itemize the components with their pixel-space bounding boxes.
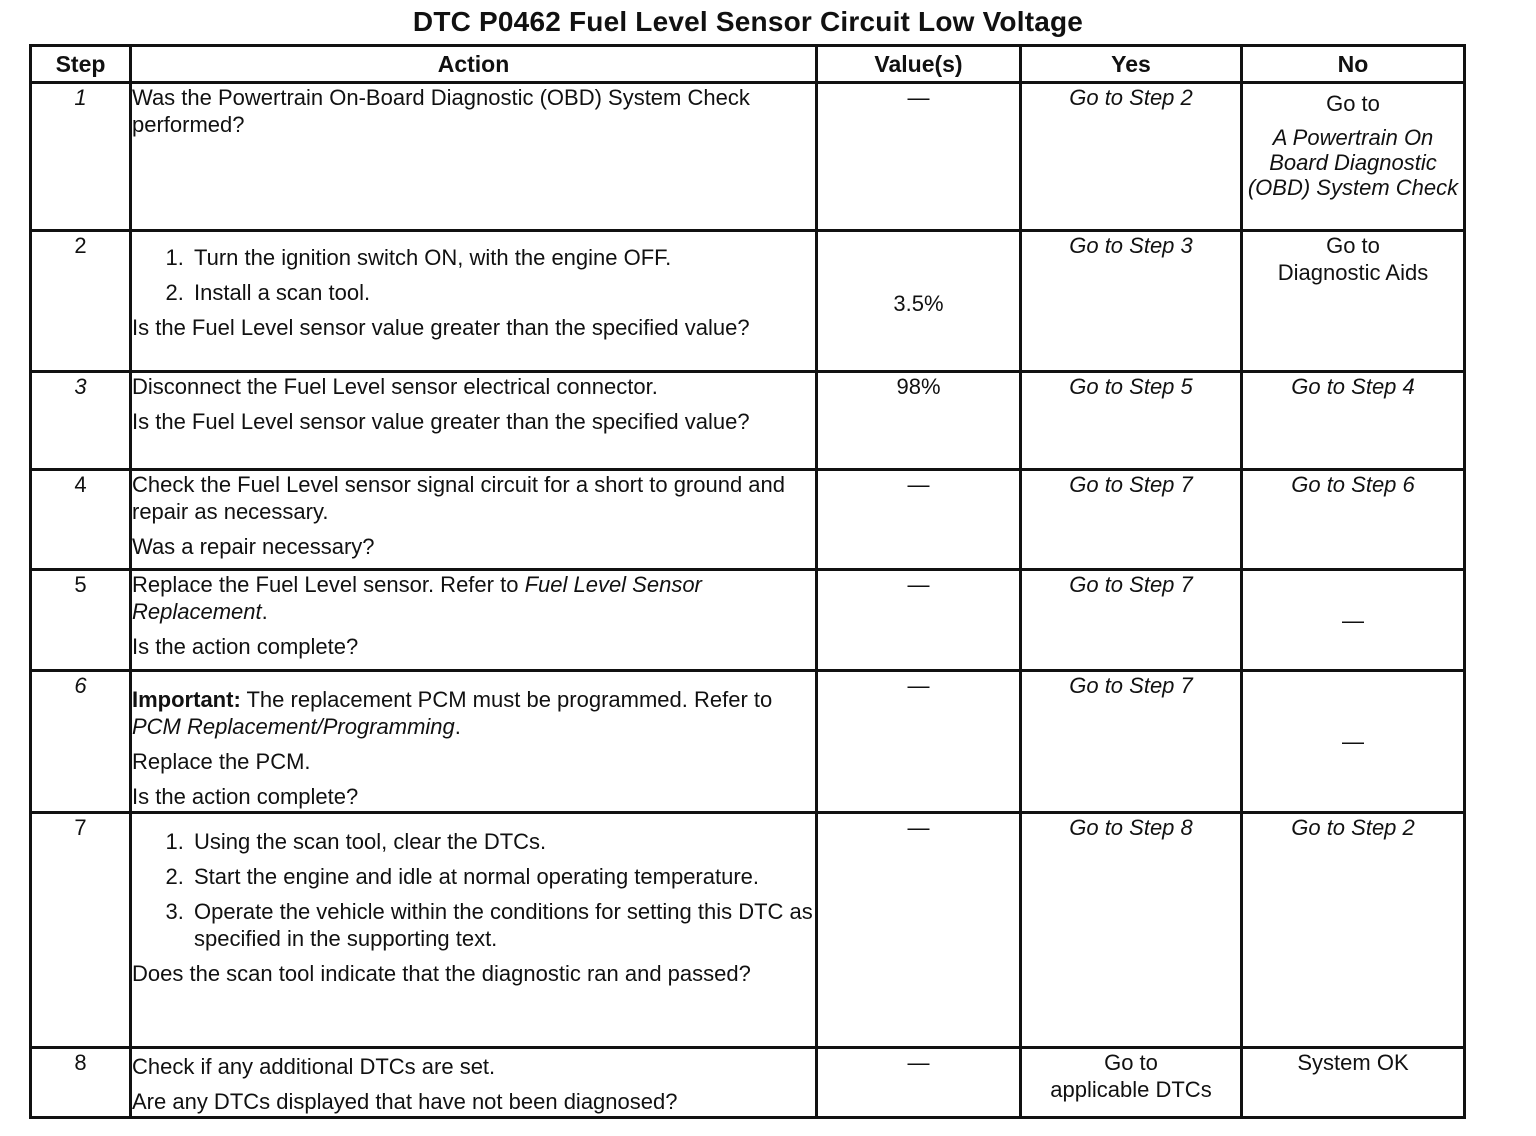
no-prefix: Go to bbox=[1326, 233, 1380, 258]
yes-cell: Go to Step 7 bbox=[1021, 470, 1242, 570]
action-cell bbox=[131, 470, 817, 570]
yes-cell bbox=[1021, 1048, 1242, 1118]
action-question: Does the scan tool indicate that the diagnostic ran and passed? bbox=[132, 961, 751, 986]
value-cell: 3.5% bbox=[817, 231, 1021, 372]
yes-cell: Go to Step 8 bbox=[1021, 813, 1242, 1048]
action-text: Disconnect the Fuel Level sensor electrical connector. bbox=[132, 374, 658, 399]
value-cell: — bbox=[817, 1048, 1021, 1118]
header-yes: Yes bbox=[1021, 46, 1242, 83]
step-number: 2 bbox=[31, 231, 131, 372]
action-text: Check if any additional DTCs are set. bbox=[132, 1054, 496, 1079]
no-cell: Go to Step 4 bbox=[1242, 372, 1465, 470]
header-row bbox=[31, 46, 1465, 83]
value-cell: — bbox=[817, 813, 1021, 1048]
table-row bbox=[31, 231, 1465, 372]
table-row bbox=[31, 83, 1465, 231]
header-no: No bbox=[1242, 46, 1465, 83]
important-note bbox=[132, 686, 815, 740]
list-item: 2. Start the engine and idle at normal operating temperature. bbox=[190, 863, 815, 890]
action-cell bbox=[131, 231, 817, 372]
no-reference: A Powertrain On Board Diagnostic (OBD) System Check bbox=[1247, 125, 1459, 200]
diagnostic-table bbox=[29, 44, 1466, 1119]
header-values: Value(s) bbox=[817, 46, 1021, 83]
list-item: 3. Operate the vehicle within the conditions for setting this DTC as specified in the supporting text. bbox=[190, 898, 815, 952]
yes-cell: Go to Step 3 bbox=[1021, 231, 1242, 372]
important-label: Important: bbox=[132, 687, 241, 712]
value-cell: — bbox=[817, 570, 1021, 671]
list-item: 1. Turn the ignition switch ON, with the engine OFF. bbox=[190, 244, 815, 271]
no-prefix: Go to bbox=[1326, 91, 1380, 116]
step-number: 7 bbox=[31, 813, 131, 1048]
step-number: 1 bbox=[31, 83, 131, 231]
no-cell: System OK bbox=[1242, 1048, 1465, 1118]
action-cell bbox=[131, 813, 817, 1048]
page-title: DTC P0462 Fuel Level Sensor Circuit Low Voltage bbox=[412, 6, 1084, 37]
table-row bbox=[31, 671, 1465, 813]
action-list bbox=[132, 828, 815, 952]
action-text: Replace the PCM. bbox=[132, 749, 311, 774]
action-cell bbox=[131, 83, 817, 231]
action-question: Was a repair necessary? bbox=[132, 534, 375, 559]
step-number: 4 bbox=[31, 470, 131, 570]
action-question: Is the Fuel Level sensor value greater than the specified value? bbox=[132, 315, 750, 340]
list-item: 1. Using the scan tool, clear the DTCs. bbox=[190, 828, 815, 855]
action-cell bbox=[131, 671, 817, 813]
no-cell: — bbox=[1242, 570, 1465, 671]
value-cell: — bbox=[817, 671, 1021, 813]
action-question: Is the action complete? bbox=[132, 784, 359, 809]
no-cell bbox=[1242, 231, 1465, 372]
action-list bbox=[132, 244, 815, 306]
table-row bbox=[31, 813, 1465, 1048]
value-cell: — bbox=[817, 83, 1021, 231]
action-text: Check the Fuel Level sensor signal circuit for a short to ground and repair as necessary. bbox=[132, 472, 786, 524]
table-row bbox=[31, 470, 1465, 570]
step-number: 6 bbox=[31, 671, 131, 813]
table-row bbox=[31, 372, 1465, 470]
yes-prefix: Go to bbox=[1104, 1050, 1158, 1075]
action-cell bbox=[131, 570, 817, 671]
action-question: Are any DTCs displayed that have not been diagnosed? bbox=[132, 1089, 678, 1114]
step-number: 5 bbox=[31, 570, 131, 671]
important-text: The replacement PCM must be programmed. Refer to bbox=[240, 687, 773, 712]
value-cell: — bbox=[817, 470, 1021, 570]
no-cell: Go to Step 2 bbox=[1242, 813, 1465, 1048]
action-cell bbox=[131, 1048, 817, 1118]
header-action: Action bbox=[131, 46, 817, 83]
yes-cell: Go to Step 5 bbox=[1021, 372, 1242, 470]
important-end: . bbox=[454, 714, 461, 739]
yes-cell: Go to Step 2 bbox=[1021, 83, 1242, 231]
action-question: Is the Fuel Level sensor value greater than the specified value? bbox=[132, 409, 750, 434]
yes-reference: applicable DTCs bbox=[1050, 1077, 1212, 1102]
step-number: 3 bbox=[31, 372, 131, 470]
step-number: 8 bbox=[31, 1048, 131, 1118]
action-text-end: . bbox=[261, 599, 268, 624]
action-text bbox=[132, 571, 815, 625]
action-question: Is the action complete? bbox=[132, 634, 359, 659]
table-row bbox=[31, 1048, 1465, 1118]
no-cell: Go to Step 6 bbox=[1242, 470, 1465, 570]
no-reference: Diagnostic Aids bbox=[1277, 260, 1429, 285]
no-cell bbox=[1242, 83, 1465, 231]
important-reference: PCM Replacement/Programming bbox=[132, 714, 455, 739]
header-step: Step bbox=[31, 46, 131, 83]
value-cell: 98% bbox=[817, 372, 1021, 470]
yes-cell: Go to Step 7 bbox=[1021, 671, 1242, 813]
action-reference: Fuel Level Sensor Replacement bbox=[132, 572, 702, 624]
yes-cell: Go to Step 7 bbox=[1021, 570, 1242, 671]
list-item: 2. Install a scan tool. bbox=[190, 279, 815, 306]
no-cell: — bbox=[1242, 671, 1465, 813]
action-cell bbox=[131, 372, 817, 470]
action-text: Was the Powertrain On-Board Diagnostic (OBD) System Check performed? bbox=[132, 85, 750, 137]
action-text-lead: Replace the Fuel Level sensor. Refer to bbox=[132, 572, 525, 597]
table-row bbox=[31, 570, 1465, 671]
